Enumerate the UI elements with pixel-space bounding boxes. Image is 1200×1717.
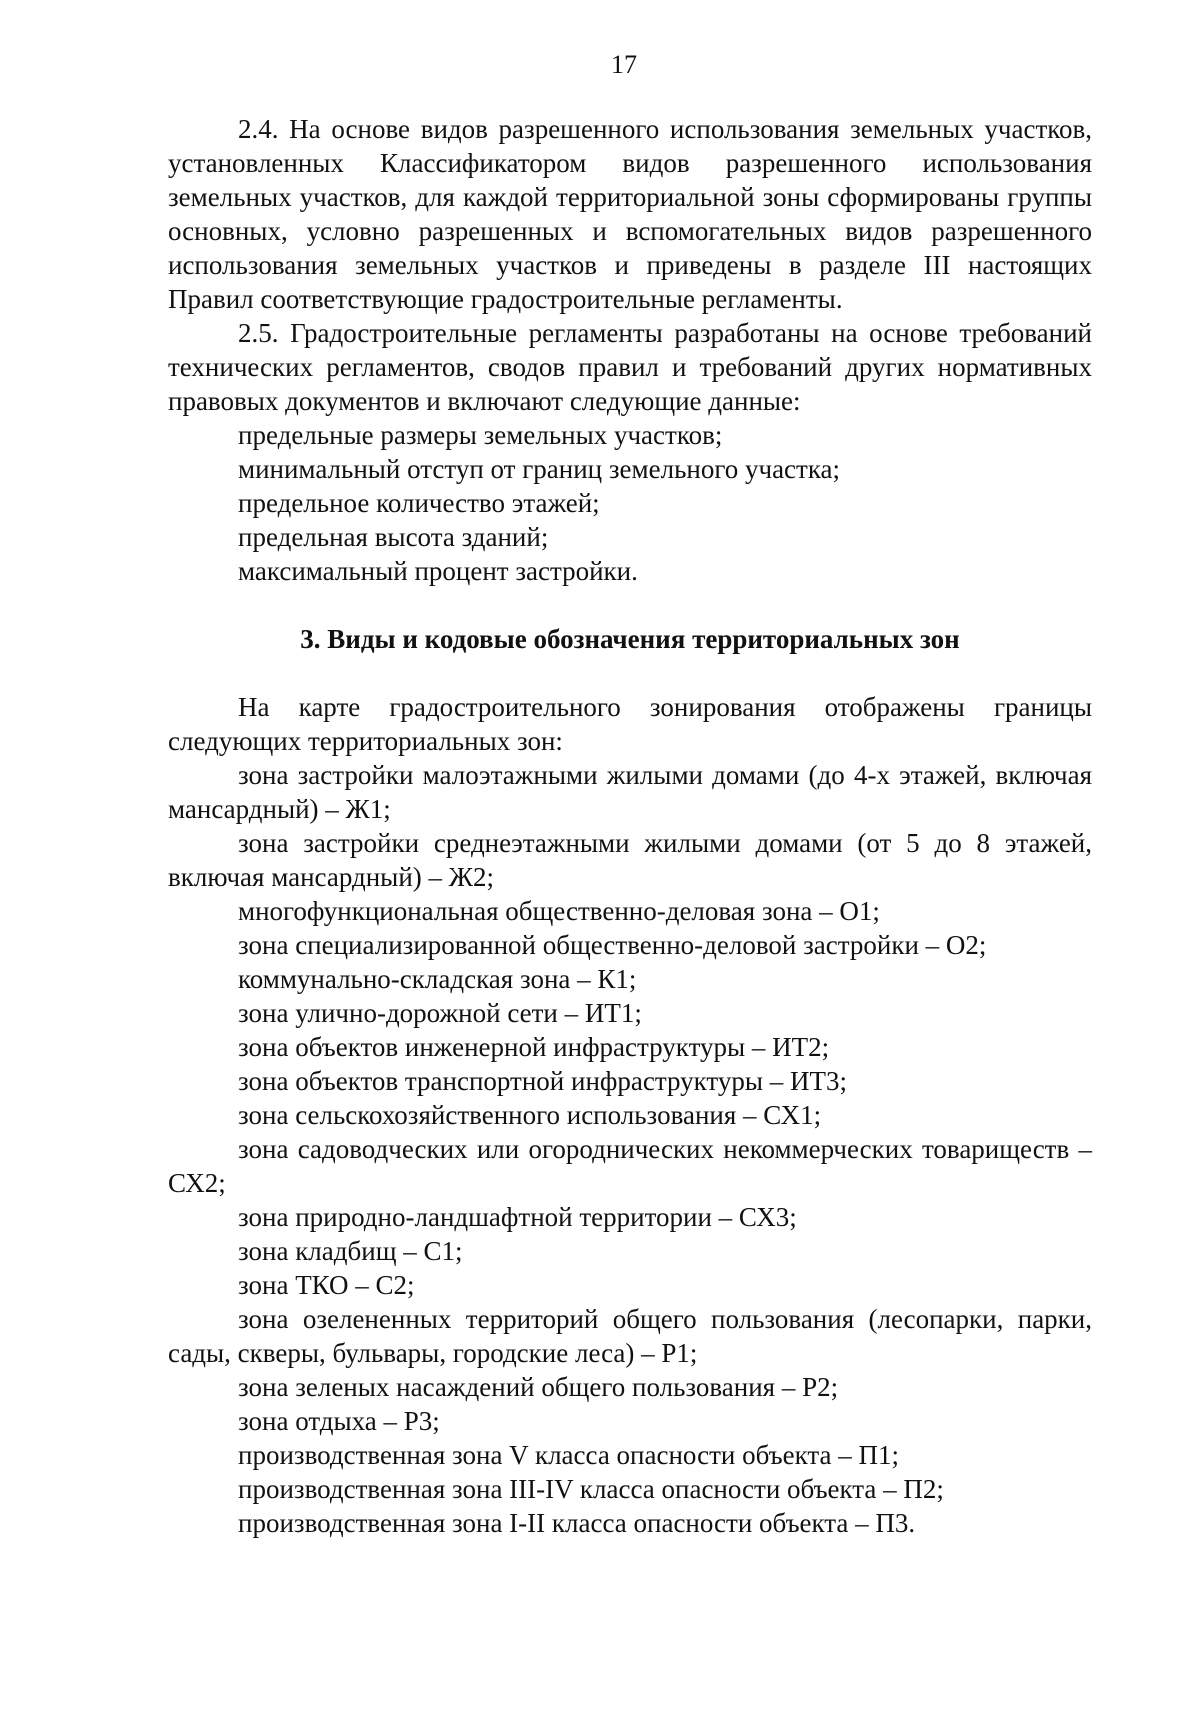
zone-item: зона застройки среднеэтажными жилыми домами (от 5 до 8 этажей, включая мансардный) – Ж2; <box>168 828 1092 892</box>
zone-item: зона объектов инженерной инфраструктуры – ИТ2; <box>238 1032 830 1062</box>
zone-item: производственная зона III-IV класса опасности объекта – П2; <box>238 1474 944 1504</box>
zone-item: зона кладбищ – С1; <box>238 1236 463 1266</box>
zone-item: зона садоводческих или огороднических некоммерческих товариществ – СХ2; <box>168 1134 1092 1198</box>
list-item: предельные размеры земельных участков; <box>238 420 723 450</box>
zone-item: многофункциональная общественно-деловая зона – О1; <box>238 896 880 926</box>
zone-item: зона природно-ландшафтной территории – СХ3; <box>238 1202 797 1232</box>
zone-item: зона зеленых насаждений общего пользования – Р2; <box>238 1372 839 1402</box>
list-item: минимальный отступ от границ земельного участка; <box>238 454 841 484</box>
zone-item: зона отдыха – Р3; <box>238 1406 440 1436</box>
list-item: предельная высота зданий; <box>238 522 549 552</box>
paragraph-2-5: 2.5. Градостроительные регламенты разработаны на основе требований технических регламентов, сводов правил и требований других нормативных правовых документов и включают следующие данные: <box>168 318 1092 416</box>
paragraph-2-4: 2.4. На основе видов разрешенного использования земельных участков, установленных Классификатором видов разрешенного использования земельных участков, для каждой территориальной зоны сформированы группы основных, условно разрешенных и вспомогательных видов разрешенного использования земельных участков и приведены в разделе III настоящих Правил соответствующие градостроительные регламенты. <box>168 114 1092 314</box>
zone-item: зона объектов транспортной инфраструктуры – ИТ3; <box>238 1066 847 1096</box>
list-item: максимальный процент застройки. <box>238 556 638 586</box>
page-number: 17 <box>611 50 637 79</box>
zone-item: зона специализированной общественно-деловой застройки – О2; <box>238 930 987 960</box>
zone-item: зона ТКО – С2; <box>238 1270 415 1300</box>
document-body <box>168 112 1092 1540</box>
zone-item: коммунально-складская зона – К1; <box>238 964 637 994</box>
zone-item: зона застройки малоэтажными жилыми домами (до 4-х этажей, включая мансардный) – Ж1; <box>168 760 1092 824</box>
zone-item: зона сельскохозяйственного использования – СХ1; <box>238 1100 822 1130</box>
zone-item: зона улично-дорожной сети – ИТ1; <box>238 998 642 1028</box>
zone-item: производственная зона I-II класса опасности объекта – П3. <box>238 1508 916 1538</box>
zone-item: производственная зона V класса опасности объекта – П1; <box>238 1440 899 1470</box>
zone-item: зона озелененных территорий общего пользования (лесопарки, парки, сады, скверы, бульвары, городские леса) – Р1; <box>168 1304 1092 1368</box>
paragraph-3-intro: На карте градостроительного зонирования отображены границы следующих территориальных зон: <box>168 692 1092 756</box>
section-heading-3: 3. Виды и кодовые обозначения территориальных зон <box>300 624 960 654</box>
list-item: предельное количество этажей; <box>238 488 600 518</box>
